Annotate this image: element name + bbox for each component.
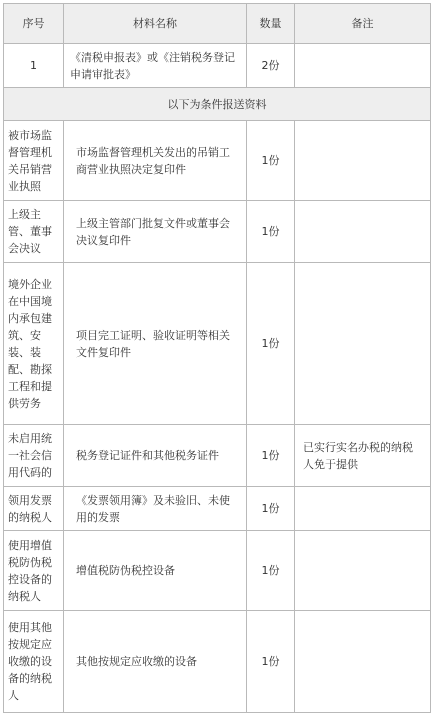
table-row — [4, 487, 431, 531]
row-material: 其他按规定应收缴的设备 — [64, 611, 247, 713]
row-quantity: 1份 — [247, 201, 295, 263]
header-quantity: 数量 — [247, 4, 295, 44]
row-condition: 未启用统一社会信用代码的 — [4, 425, 64, 487]
table-row — [4, 425, 431, 487]
row-seq: 1 — [4, 44, 64, 88]
row-remark — [295, 611, 431, 713]
section-row — [4, 88, 431, 121]
row-remark — [295, 44, 431, 88]
row-material: 上级主管部门批复文件或董事会决议复印件 — [64, 201, 247, 263]
row-material: 增值税防伪税控设备 — [64, 531, 247, 611]
row-condition: 境外企业在中国境内承包建筑、安装、装配、勘探工程和提供劳务 — [4, 263, 64, 425]
row-remark: 已实行实名办税的纳税人免于提供 — [295, 425, 431, 487]
row-quantity: 1份 — [247, 531, 295, 611]
header-seq: 序号 — [4, 4, 64, 44]
row-remark — [295, 121, 431, 201]
row-quantity: 2份 — [247, 44, 295, 88]
row-material: 《清税申报表》或《注销税务登记申请审批表》 — [64, 44, 247, 88]
row-condition: 被市场监督管理机关吊销营业执照 — [4, 121, 64, 201]
row-material: 市场监督管理机关发出的吊销工商营业执照决定复印件 — [64, 121, 247, 201]
row-remark — [295, 263, 431, 425]
section-title: 以下为条件报送资料 — [4, 88, 431, 121]
row-condition: 领用发票的纳税人 — [4, 487, 64, 531]
row-remark — [295, 201, 431, 263]
materials-table — [3, 3, 431, 713]
table-row — [4, 531, 431, 611]
row-material: 税务登记证件和其他税务证件 — [64, 425, 247, 487]
row-material: 项目完工证明、验收证明等相关文件复印件 — [64, 263, 247, 425]
row-quantity: 1份 — [247, 611, 295, 713]
row-condition: 上级主管、董事会决议 — [4, 201, 64, 263]
table-row — [4, 121, 431, 201]
table-header-row — [4, 4, 431, 44]
row-quantity: 1份 — [247, 121, 295, 201]
table-row — [4, 201, 431, 263]
header-material: 材料名称 — [64, 4, 247, 44]
header-remark: 备注 — [295, 4, 431, 44]
table-row — [4, 263, 431, 425]
row-quantity: 1份 — [247, 487, 295, 531]
row-quantity: 1份 — [247, 425, 295, 487]
row-remark — [295, 487, 431, 531]
row-quantity: 1份 — [247, 263, 295, 425]
row-remark — [295, 531, 431, 611]
table-row — [4, 44, 431, 88]
row-material: 《发票领用簿》及未验旧、未使用的发票 — [64, 487, 247, 531]
row-condition: 使用其他按规定应收缴的设备的纳税人 — [4, 611, 64, 713]
row-condition: 使用增值税防伪税控设备的纳税人 — [4, 531, 64, 611]
table-row — [4, 611, 431, 713]
